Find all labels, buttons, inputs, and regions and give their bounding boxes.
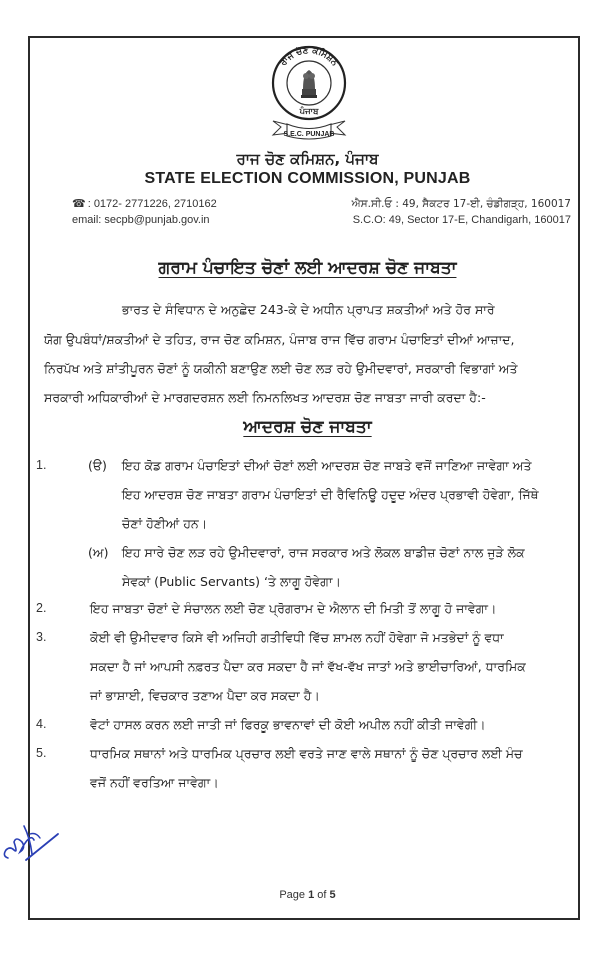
contact-info	[72, 196, 217, 228]
intro-line: ਭਾਰਤ ਦੇ ਸੰਵਿਧਾਨ ਦੇ ਅਨੁਛੇਦ 243-ਕੇ ਦੇ ਅਧੀਨ ਪ੍ਰਾਪਤ ਸ਼ਕਤੀਆਂ ਅਤੇ ਹੋਰ ਸਾਰੇ	[122, 302, 495, 317]
address-english: S.C.O: 49, Sector 17-E, Chandigarh, 160017	[352, 214, 571, 226]
clause-line: ਇਹ ਜਾਬਤਾ ਚੋਣਾਂ ਦੇ ਸੰਚਾਲਨ ਲਈ ਚੋਣ ਪ੍ਰੋਗਰਾਮ ਦੇ ਐਲਾਨ ਦੀ ਮਿਤੀ ਤੋਂ ਲਾਗੂ ਹੋ ਜਾਵੇਗਾ।	[90, 601, 497, 616]
emblem-ring-text: ਰਾਜ ਚੋਣ ਕਮਿਸ਼ਨ	[278, 45, 340, 69]
clause-number: 4.	[36, 717, 47, 731]
page-prefix: Page	[279, 889, 309, 901]
org-name-punjabi: ਰਾਜ ਚੋਣ ਕਮਿਸ਼ਨ, ਪੰਜਾਬ	[236, 150, 379, 168]
clause-line: ਵੋਟਾਂ ਹਾਸਲ ਕਰਨ ਲਈ ਜਾਤੀ ਜਾਂ ਫਿਰਕੂ ਭਾਵਨਾਵਾਂ ਦੀ ਕੋਈ ਅਪੀਲ ਨਹੀਂ ਕੀਤੀ ਜਾਵੇਗੀ।	[90, 717, 486, 732]
document-heading: ਗਰਾਮ ਪੰਚਾਇਤ ਚੋਣਾਂ ਲਈ ਆਦਰਸ਼ ਚੋਣ ਜਾਬਤਾ	[158, 258, 457, 278]
clause-line: ਕੋਈ ਵੀ ਉਮੀਦਵਾਰ ਕਿਸੇ ਵੀ ਅਜਿਹੀ ਗਤੀਵਿਧੀ ਵਿੱਚ ਸ਼ਾਮਲ ਨਹੀਂ ਹੋਵੇਗਾ ਜੋ ਮਤਭੇਦਾਂ ਨੂੰ ਵਧਾ	[90, 630, 504, 645]
clause-line: ਸਕਦਾ ਹੈ ਜਾਂ ਆਪਸੀ ਨਫ਼ਰਤ ਪੈਦਾ ਕਰ ਸਕਦਾ ਹੈ ਜਾਂ ਵੱਖ-ਵੱਖ ਜਾਤਾਂ ਅਤੇ ਭਾਈਚਾਰਿਆਂ, ਧਾਰਮਿਕ	[90, 659, 526, 674]
handwritten-signature-icon	[0, 812, 70, 872]
clause-number: 1.	[36, 458, 47, 472]
current-page: 1	[308, 889, 315, 901]
intro-line: ਸਰਕਾਰੀ ਅਧਿਕਾਰੀਆਂ ਦੇ ਮਾਰਗਦਰਸ਼ਨ ਲਈ ਨਿਮਨਲਿਖਤ ਆਦਰਸ਼ ਚੋਣ ਜਾਬਤਾ ਜਾਰੀ ਕਰਦਾ ਹੈ:-	[44, 390, 486, 405]
clause-line: ਇਹ ਕੋਡ ਗਰਾਮ ਪੰਚਾਇਤਾਂ ਦੀਆਂ ਚੋਣਾਂ ਲਈ ਆਦਰਸ਼ ਚੋਣ ਜਾਬਤੇ ਵਜੋਂ ਜਾਣਿਆ ਜਾਵੇਗਾ ਅਤੇ	[122, 458, 532, 473]
total-pages: 5	[329, 889, 336, 901]
clause-line: ਧਾਰਮਿਕ ਸਥਾਨਾਂ ਅਤੇ ਧਾਰਮਿਕ ਪ੍ਰਚਾਰ ਲਈ ਵਰਤੇ ਜਾਣ ਵਾਲੇ ਸਥਾਨਾਂ ਨੂੰ ਚੋਣ ਪ੍ਰਚਾਰ ਲਈ ਮੰਚ	[90, 746, 523, 761]
clause-line: ਚੋਣਾਂ ਹੋਣੀਆਂ ਹਨ।	[122, 516, 208, 531]
emblem-bottom-text: ਪੰਜਾਬ	[299, 107, 319, 117]
phone-numbers: : 0172- 2771226, 2710162	[87, 198, 217, 210]
clause-number: 3.	[36, 630, 47, 644]
subclause-label: (ਅ)	[88, 545, 109, 560]
address-info	[352, 196, 571, 228]
intro-line: ਨਿਰਪੱਖ ਅਤੇ ਸ਼ਾਂਤੀਪੂਰਨ ਚੋਣਾਂ ਨੂੰ ਯਕੀਨੀ ਬਣਾਉਣ ਲਈ ਚੋਣ ਲੜ ਰਹੇ ਉਮੀਦਵਾਰਾਂ, ਸਰਕਾਰੀ ਵਿਭਾਗਾਂ ਅਤੇ	[44, 361, 518, 376]
phone-line	[72, 196, 217, 212]
clause-number: 2.	[36, 601, 47, 615]
telephone-icon: ☎	[72, 198, 86, 210]
clause-line: ਇਹ ਸਾਰੇ ਚੋਣ ਲੜ ਰਹੇ ਉਮੀਦਵਾਰਾਂ, ਰਾਜ ਸਰਕਾਰ ਅਤੇ ਲੋਕਲ ਬਾਡੀਜ਼ ਚੋਣਾਂ ਨਾਲ ਜੁੜੇ ਲੋਕ	[122, 545, 525, 560]
page-indicator	[0, 889, 615, 901]
email-line: email: secpb@punjab.gov.in	[72, 214, 210, 226]
clause-line: ਸੇਵਕਾਂ (Public Servants) ‘ਤੇ ਲਾਗੂ ਹੋਵੇਗਾ।	[122, 574, 341, 589]
subclause-label: (ੳ)	[88, 458, 107, 473]
clause-number: 5.	[36, 746, 47, 760]
intro-line: ਯੋਗ ਉਪਬੰਧਾਂ/ਸ਼ਕਤੀਆਂ ਦੇ ਤਹਿਤ, ਰਾਜ ਚੋਣ ਕਮਿਸ਼ਨ, ਪੰਜਾਬ ਰਾਜ ਵਿੱਚ ਗਰਾਮ ਪੰਚਾਇਤਾਂ ਦੀਆਂ ਆਜ਼ਾਦ,	[44, 332, 515, 347]
clause-line: ਜਾਂ ਭਾਸ਼ਾਈ, ਵਿਚਕਾਰ ਤਣਾਅ ਪੈਦਾ ਕਰ ਸਕਦਾ ਹੈ।	[90, 688, 320, 703]
section-heading: ਆਦਰਸ਼ ਚੋਣ ਜਾਬਤਾ	[243, 417, 372, 437]
emblem-ribbon-text: S.E.C. PUNJAB	[283, 131, 335, 138]
address-punjabi: ਐਸ.ਸੀ.ਓ : 49, ਸੈਕਟਰ 17-ਈ, ਚੰਡੀਗੜ੍ਹ, 160017	[351, 198, 571, 210]
clause-line: ਵਜੋਂ ਨਹੀਂ ਵਰਤਿਆ ਜਾਵੇਗਾ।	[90, 775, 219, 790]
state-emblem-icon	[259, 43, 359, 143]
org-name-english: STATE ELECTION COMMISSION, PUNJAB	[144, 170, 471, 187]
page-middle: of	[314, 889, 330, 901]
clause-line: ਇਹ ਆਦਰਸ਼ ਚੋਣ ਜਾਬਤਾ ਗਰਾਮ ਪੰਚਾਇਤਾਂ ਦੀ ਰੈਵਿਨਿਊ ਹਦੂਦ ਅੰਦਰ ਪ੍ਰਭਾਵੀ ਹੋਵੇਗਾ, ਜਿੱਥੇ	[122, 487, 539, 502]
